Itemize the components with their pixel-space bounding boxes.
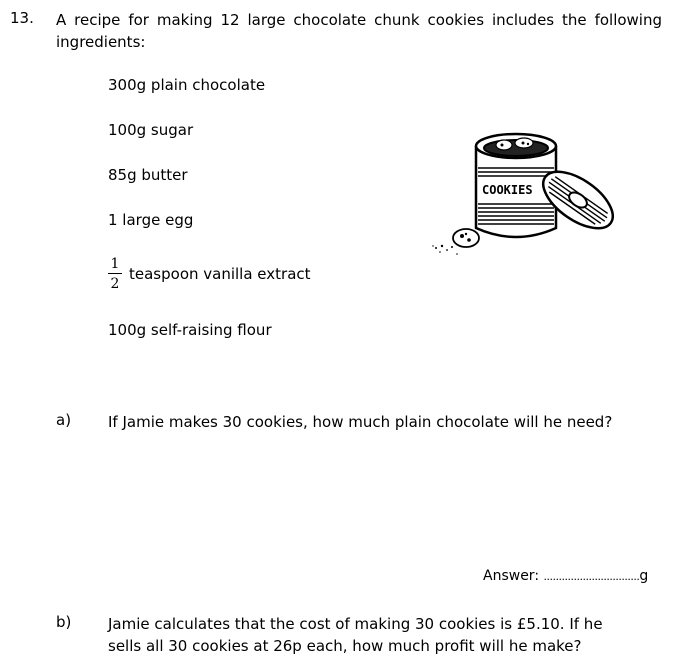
part-a-label: a)	[56, 411, 72, 429]
fraction-denominator: 2	[110, 276, 120, 292]
part-b-question: Jamie calculates that the cost of making 30 cookies is £5.10. If he sells all 30 cookies at 26p each, how much profit will he make?	[108, 615, 603, 655]
jar-label: COOKIES	[482, 183, 533, 197]
ingredient-butter: 85g butter	[108, 166, 188, 184]
ingredient-egg: 1 large egg	[108, 211, 194, 229]
question-intro: A recipe for making 12 large chocolate chunk cookies includes the following ingredients:	[56, 11, 662, 51]
ingredient-chocolate: 300g plain chocolate	[108, 76, 266, 94]
answer-label: Answer:	[483, 568, 540, 584]
vanilla-fraction	[108, 256, 122, 292]
part-a-question: If Jamie makes 30 cookies, how much plain chocolate will he need?	[108, 413, 613, 431]
fraction-numerator: 1	[110, 256, 120, 272]
ingredient-flour: 100g self-raising flour	[108, 321, 272, 339]
ingredient-sugar: 100g sugar	[108, 121, 194, 139]
fraction-bar	[108, 273, 122, 274]
part-a-answer	[483, 568, 648, 584]
part-b-label: b)	[56, 613, 72, 631]
answer-unit: g	[639, 568, 649, 584]
question-number: 13.	[10, 9, 34, 27]
answer-blank[interactable]: ................................	[543, 570, 640, 583]
cookie-jar-icon	[428, 128, 618, 258]
ingredient-vanilla: teaspoon vanilla extract	[129, 265, 311, 283]
